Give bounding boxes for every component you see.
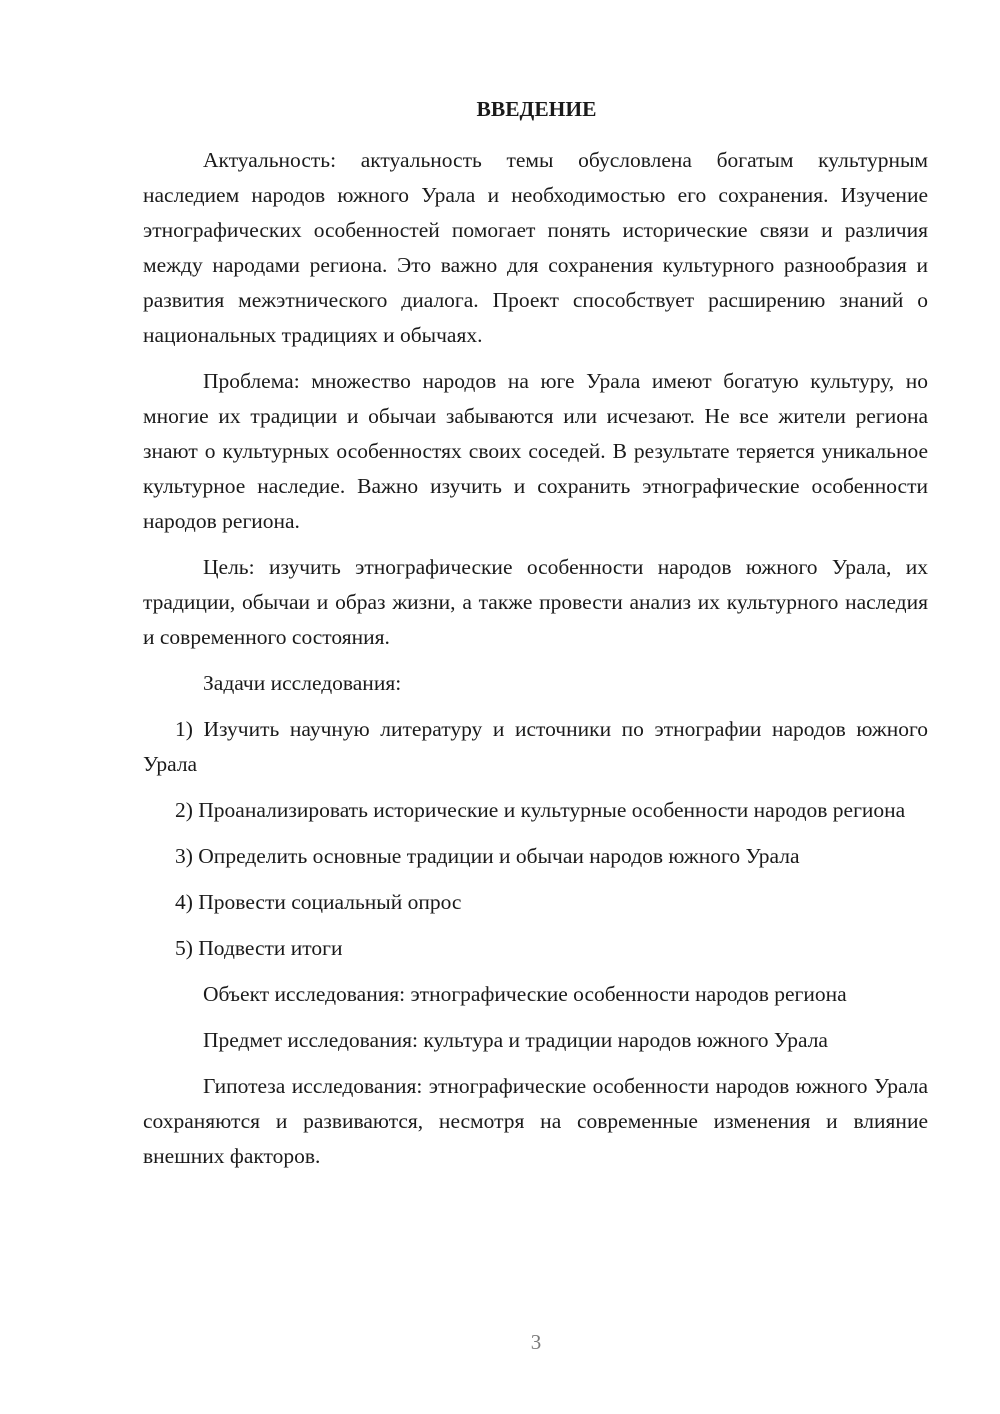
paragraph-hypothesis: Гипотеза исследования: этнографические особенности народов южного Урала сохраняются и развиваются, несмотря на современные изменения и влияние внешних факторов. bbox=[143, 1074, 928, 1168]
document-page bbox=[143, 92, 928, 1185]
page-number: 3 bbox=[530, 1330, 542, 1354]
paragraph-object: Объект исследования: этнографические особенности народов региона bbox=[203, 982, 847, 1006]
task-item-3: 3) Определить основные традиции и обычаи народов южного Урала bbox=[175, 844, 800, 868]
task-item-2: 2) Проанализировать исторические и культурные особенности народов региона bbox=[175, 798, 906, 822]
tasks-heading: Задачи исследования: bbox=[203, 671, 402, 695]
paragraph-goal: Цель: изучить этнографические особенности народов южного Урала, их традиции, обычаи и образ жизни, а также провести анализ их культурного наследия и современного состояния. bbox=[143, 555, 928, 649]
section-title: ВВЕДЕНИЕ bbox=[476, 97, 597, 121]
paragraph-subject: Предмет исследования: культура и традиции народов южного Урала bbox=[203, 1028, 828, 1052]
task-item-1: 1) Изучить научную литературу и источники по этнографии народов южного Урала bbox=[143, 717, 928, 776]
task-item-5: 5) Подвести итоги bbox=[175, 936, 343, 960]
paragraph-relevance: Актуальность: актуальность темы обусловлена богатым культурным наследием народов южного Урала и необходимостью его сохранения. Изучение этнографических особенностей помогает понять исторические связи и различия между народами региона. Это важно для сохранения культурного разнообразия и развития межэтнического диалога. Проект способствует расширению знаний о национальных традициях и обычаях. bbox=[143, 148, 928, 347]
paragraph-problem: Проблема: множество народов на юге Урала имеют богатую культуру, но многие их традиции и обычаи забываются или исчезают. Не все жители региона знают о культурных особенностях своих соседей. В результате теряется уникальное культурное наследие. Важно изучить и сохранить этнографические особенности народов региона. bbox=[143, 369, 928, 533]
task-item-4: 4) Провести социальный опрос bbox=[175, 890, 462, 914]
